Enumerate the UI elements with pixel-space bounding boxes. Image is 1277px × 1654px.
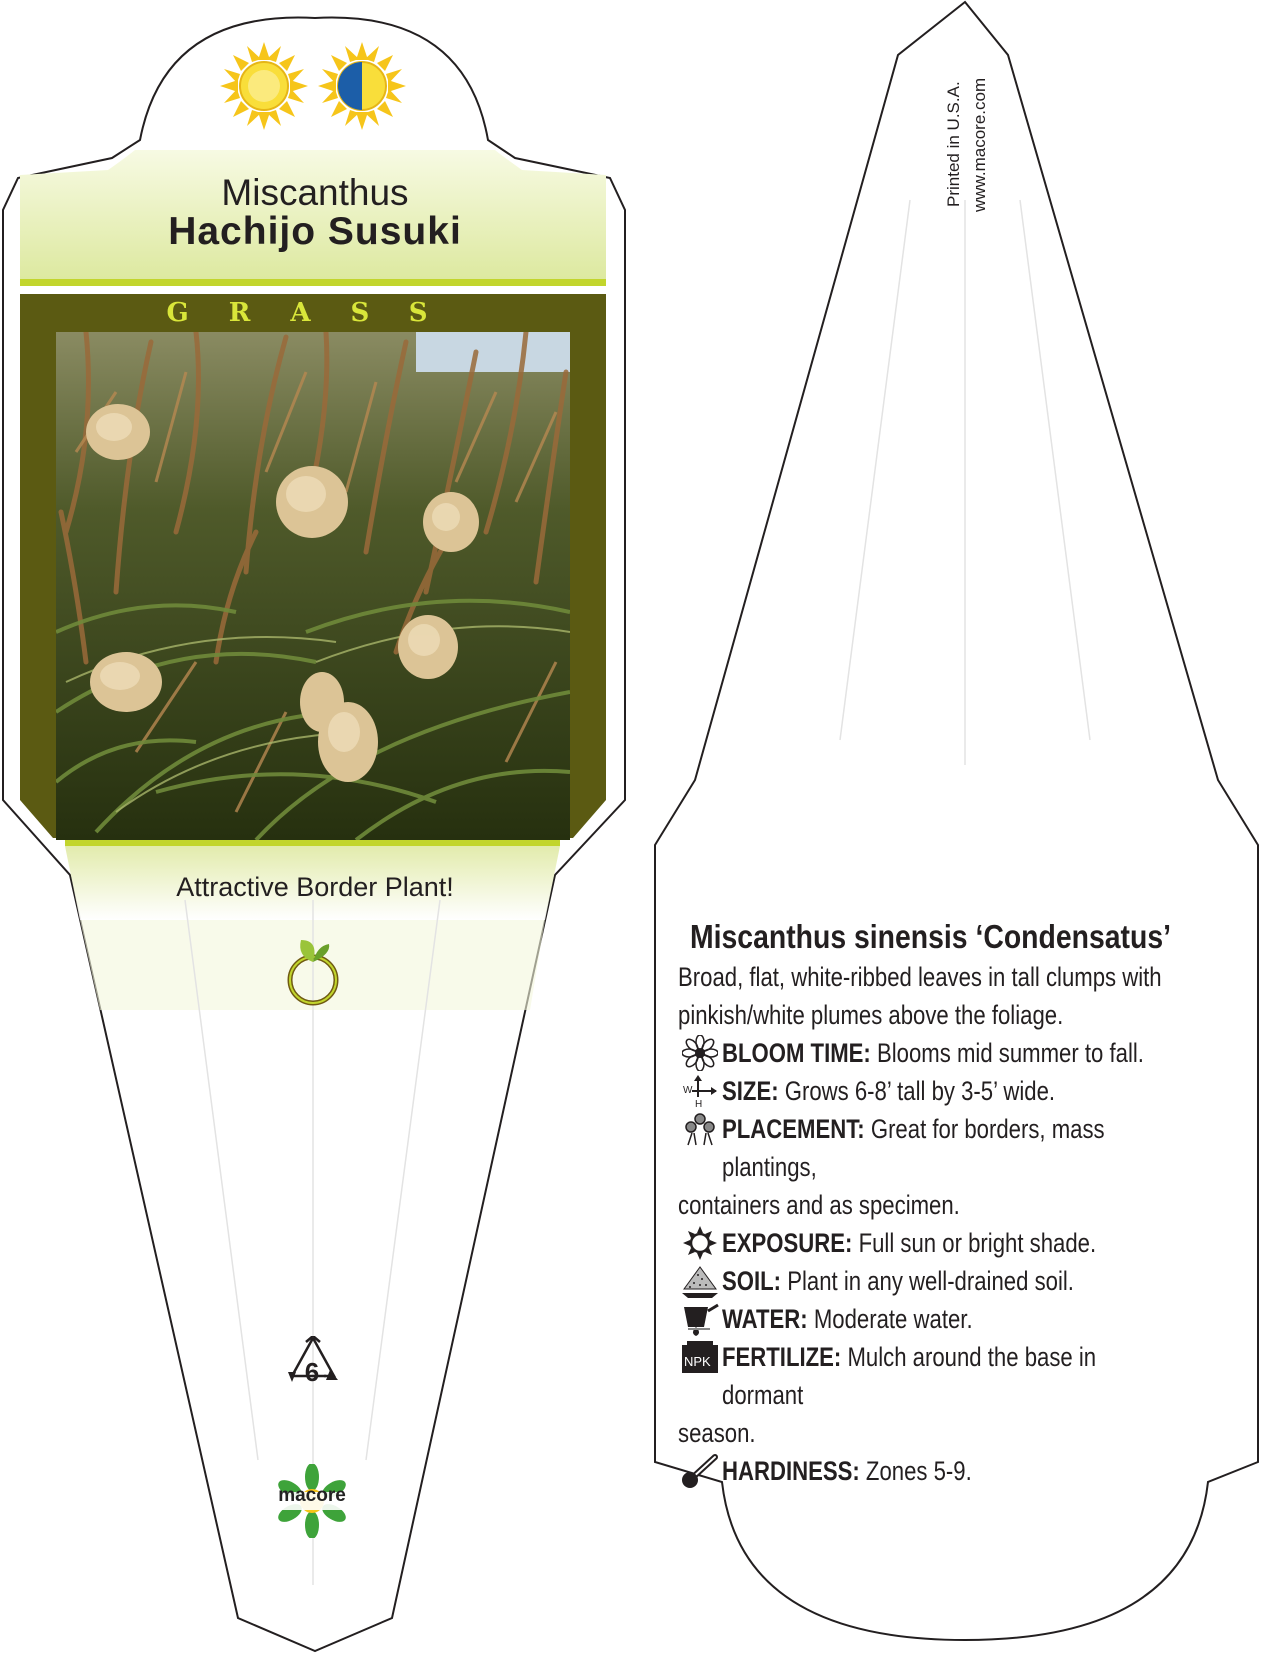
full-sun-icon	[220, 42, 308, 130]
hardiness-icon	[678, 1452, 722, 1490]
bloom-time-row	[678, 1034, 1253, 1072]
fertilize-icon	[678, 1338, 722, 1376]
plant-photo	[56, 332, 570, 840]
size-h-letter: H	[695, 1099, 703, 1109]
fertilize-row	[678, 1338, 1253, 1414]
plant-genus: Miscanthus	[221, 172, 409, 213]
plant-category: GRASS	[166, 298, 468, 328]
water-row	[678, 1300, 1253, 1338]
soil-row	[678, 1262, 1253, 1300]
fertilize-value: Mulch around the base in dormant	[722, 1342, 1097, 1410]
soil-value: Plant in any well-drained soil.	[787, 1266, 1074, 1296]
water-icon	[678, 1300, 722, 1338]
exposure-label: EXPOSURE:	[722, 1228, 853, 1258]
fertilize-continuation: season.	[678, 1418, 756, 1448]
bloom-icon	[678, 1034, 722, 1072]
soil-label: SOIL:	[722, 1266, 782, 1296]
placement-row	[678, 1110, 1253, 1186]
placement-label: PLACEMENT:	[722, 1114, 865, 1144]
soil-icon	[678, 1262, 722, 1300]
care-info	[678, 918, 1253, 1490]
botanical-name: Miscanthus sinensis ‘Condensatus’	[690, 918, 1171, 955]
fertilize-label: FERTILIZE:	[722, 1342, 842, 1372]
plant-cultivar: Hachijo Susuki	[168, 210, 462, 253]
water-value: Moderate water.	[813, 1304, 973, 1334]
size-row	[678, 1072, 1253, 1110]
size-value: Grows 6-8’ tall by 3-5’ wide.	[784, 1076, 1056, 1106]
placement-value: Great for borders, mass plantings,	[722, 1114, 1105, 1182]
placement-icon	[678, 1110, 722, 1148]
exposure-icon	[678, 1224, 722, 1262]
size-w-letter: W	[683, 1085, 693, 1096]
printed-in: Printed in U.S.A.	[944, 81, 963, 207]
plant-description: Broad, flat, white-ribbed leaves in tall clumps with pinkish/white plumes above the foliage.	[678, 962, 1162, 1030]
hardiness-label: HARDINESS:	[722, 1456, 860, 1486]
water-label: WATER:	[722, 1304, 808, 1334]
hardiness-row	[678, 1452, 1253, 1490]
exposure-row	[678, 1224, 1253, 1262]
website: www.macore.com	[970, 77, 989, 212]
brand-name: macore	[278, 1485, 346, 1506]
leaf-logo-icon	[285, 934, 341, 1006]
bloom-time-value: Blooms mid summer to fall.	[876, 1038, 1144, 1068]
exposure-value: Full sun or bright shade.	[858, 1228, 1097, 1258]
bloom-time-label: BLOOM TIME:	[722, 1038, 871, 1068]
placement-continuation: containers and as specimen.	[678, 1190, 960, 1220]
npk-text: NPK	[684, 1354, 711, 1369]
size-label: SIZE:	[722, 1076, 779, 1106]
size-icon	[678, 1072, 722, 1110]
hardiness-value: Zones 5-9.	[865, 1456, 972, 1486]
part-sun-icon	[318, 42, 406, 130]
recycle-code: 6	[304, 1357, 320, 1387]
plant-tagline: Attractive Border Plant!	[176, 872, 454, 902]
